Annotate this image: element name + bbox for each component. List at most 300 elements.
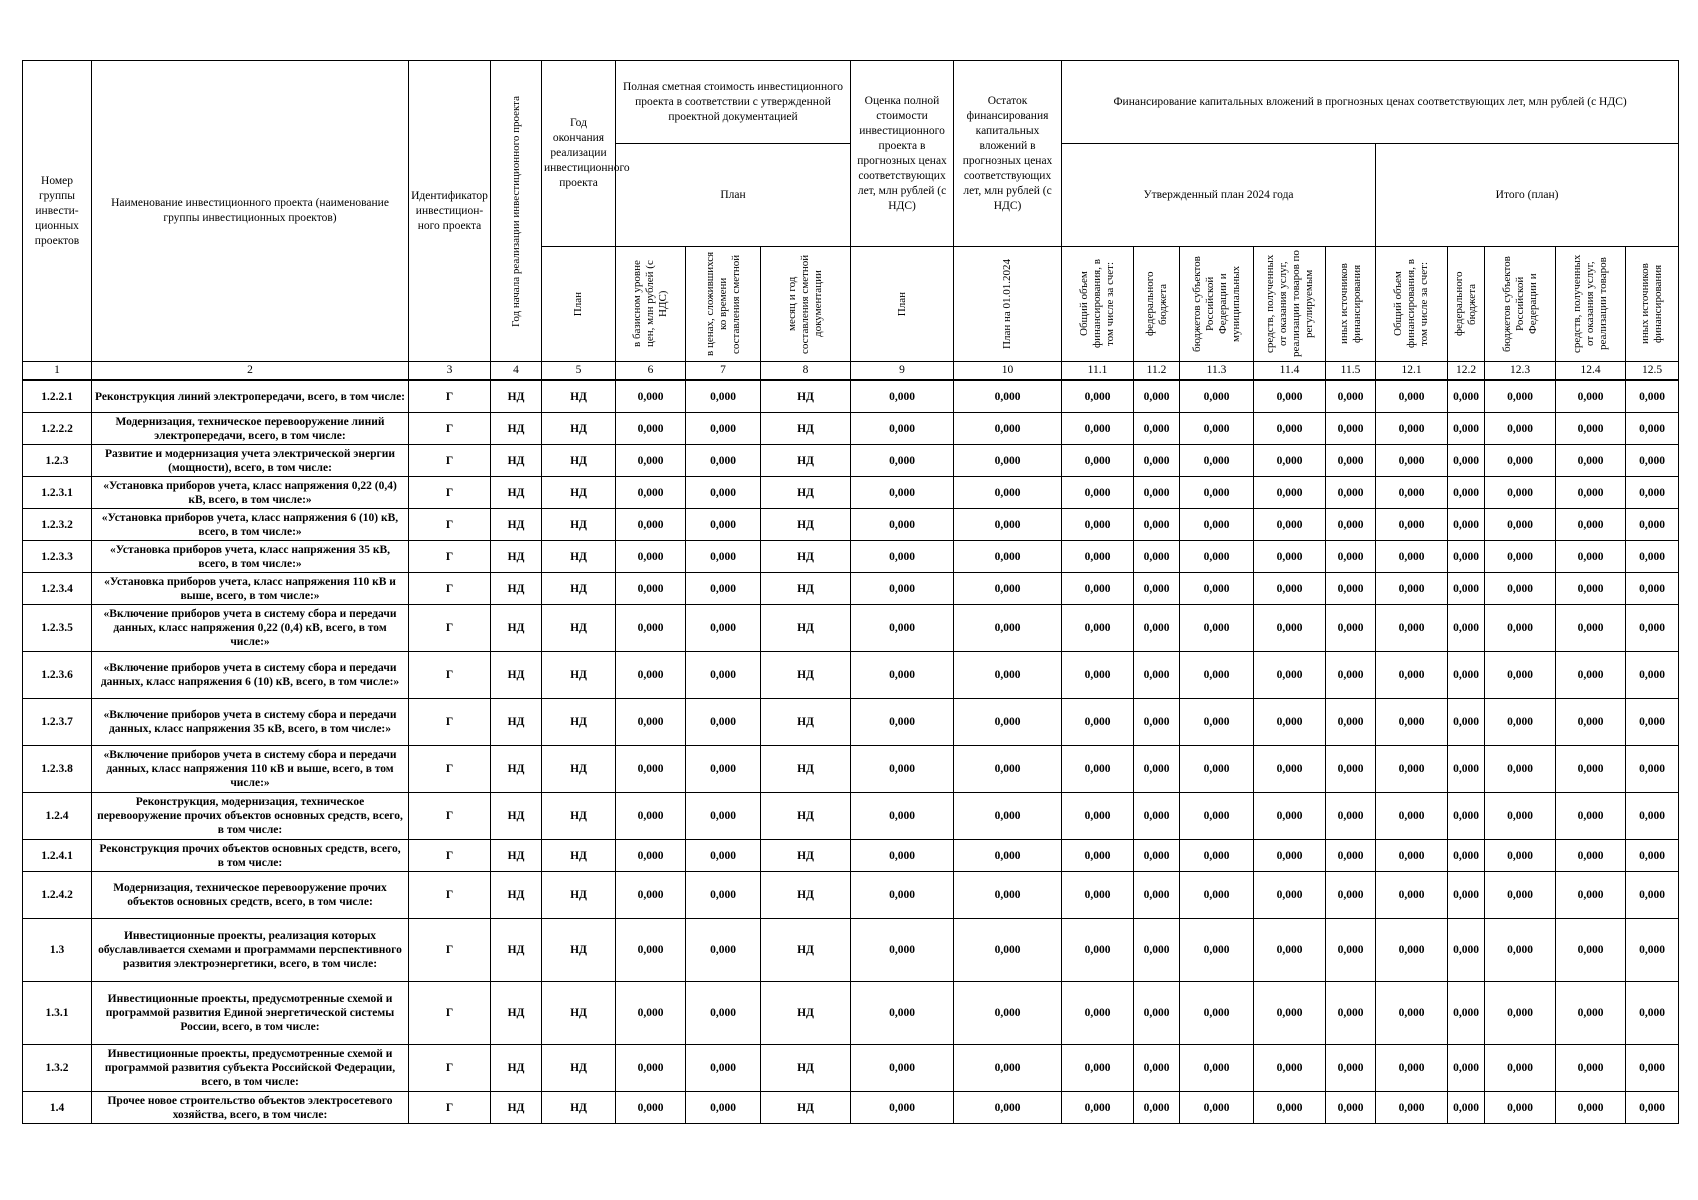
subheader-7 [686, 247, 761, 362]
subheader-9-text: План [895, 291, 908, 317]
row-current-cost-cell: 0,000 [686, 793, 761, 840]
row-estimate-date-cell: НД [761, 919, 851, 982]
row-financing-cell: 0,000 [1254, 541, 1326, 573]
table-row [23, 793, 1679, 840]
row-financing-cell: 0,000 [1448, 793, 1485, 840]
row-financing-cell: 0,000 [1556, 541, 1626, 573]
row-current-cost-cell: 0,000 [686, 477, 761, 509]
row-number-cell: 1.2.3.2 [23, 509, 92, 541]
row-financing-cell: 0,000 [1326, 699, 1376, 746]
subheader-11-3-text: бюджетов субъектов Российской Федерации и муниципальных [1190, 256, 1242, 352]
row-financing-cell: 0,000 [1448, 509, 1485, 541]
row-financing-cell: 0,000 [1254, 509, 1326, 541]
row-remaining-cell: 0,000 [954, 541, 1062, 573]
row-financing-cell: 0,000 [1485, 1092, 1556, 1124]
subheader-10 [954, 247, 1062, 362]
row-financing-cell: 0,000 [1376, 872, 1448, 919]
row-financing-cell: 0,000 [1485, 872, 1556, 919]
row-estimate-date-cell: НД [761, 605, 851, 652]
row-financing-cell: 0,000 [1062, 1045, 1134, 1092]
header-approved-plan: Утвержденный план 2024 года [1062, 144, 1376, 247]
subheader-11-5 [1326, 247, 1376, 362]
table-row [23, 652, 1679, 699]
row-financing-cell: 0,000 [1180, 652, 1254, 699]
row-identifier-cell: Г [409, 699, 491, 746]
row-financing-cell: 0,000 [1254, 477, 1326, 509]
header-end-year: Год окончания реализации инвестиционного проекта [542, 61, 616, 247]
row-remaining-cell: 0,000 [954, 413, 1062, 445]
row-identifier-cell: Г [409, 840, 491, 872]
table-row [23, 573, 1679, 605]
row-financing-cell: 0,000 [1626, 445, 1679, 477]
row-financing-cell: 0,000 [1254, 793, 1326, 840]
column-number: 10 [954, 362, 1062, 381]
row-end-year-cell: НД [542, 919, 616, 982]
column-number: 7 [686, 362, 761, 381]
row-financing-cell: 0,000 [1556, 1092, 1626, 1124]
row-financing-cell: 0,000 [1254, 1045, 1326, 1092]
row-number-cell: 1.2.3.3 [23, 541, 92, 573]
row-remaining-cell: 0,000 [954, 840, 1062, 872]
column-number: 11.2 [1134, 362, 1180, 381]
row-financing-cell: 0,000 [1485, 380, 1556, 413]
row-financing-cell: 0,000 [1134, 793, 1180, 840]
row-financing-cell: 0,000 [1254, 380, 1326, 413]
column-number: 4 [491, 362, 542, 381]
row-estimate-date-cell: НД [761, 793, 851, 840]
row-financing-cell: 0,000 [1556, 380, 1626, 413]
subheader-12-2 [1448, 247, 1485, 362]
row-financing-cell: 0,000 [1326, 652, 1376, 699]
table-row [23, 445, 1679, 477]
row-financing-cell: 0,000 [1180, 793, 1254, 840]
table-row [23, 982, 1679, 1045]
row-full-cost-cell: 0,000 [851, 699, 954, 746]
row-name-cell: Прочее новое строительство объектов электросетевого хозяйства, всего, в том числе: [92, 1092, 409, 1124]
row-financing-cell: 0,000 [1326, 1045, 1376, 1092]
row-financing-cell: 0,000 [1376, 652, 1448, 699]
row-financing-cell: 0,000 [1180, 1092, 1254, 1124]
row-number-cell: 1.2.4 [23, 793, 92, 840]
row-financing-cell: 0,000 [1326, 872, 1376, 919]
row-financing-cell: 0,000 [1254, 872, 1326, 919]
subheader-8-text: месяц и год составления сметной документации [786, 254, 824, 354]
row-financing-cell: 0,000 [1376, 840, 1448, 872]
row-financing-cell: 0,000 [1180, 445, 1254, 477]
row-identifier-cell: Г [409, 919, 491, 982]
row-name-cell: Инвестиционные проекты, предусмотренные схемой и программой развития Единой энергетической системы России, всего, в том числе: [92, 982, 409, 1045]
row-financing-cell: 0,000 [1180, 573, 1254, 605]
row-name-cell: «Включение приборов учета в систему сбора и передачи данных, класс напряжения 0,22 (0,4) кВ, всего, в том числе:» [92, 605, 409, 652]
row-identifier-cell: Г [409, 380, 491, 413]
row-financing-cell: 0,000 [1134, 477, 1180, 509]
row-financing-cell: 0,000 [1062, 872, 1134, 919]
row-financing-cell: 0,000 [1254, 652, 1326, 699]
row-end-year-cell: НД [542, 840, 616, 872]
column-number: 12.5 [1626, 362, 1679, 381]
row-financing-cell: 0,000 [1626, 982, 1679, 1045]
row-financing-cell: 0,000 [1448, 840, 1485, 872]
table-body [23, 380, 1679, 1124]
table-row [23, 605, 1679, 652]
subheader-11-5-text: иных источников финансирования [1337, 263, 1363, 345]
column-number: 8 [761, 362, 851, 381]
subheader-11-1 [1062, 247, 1134, 362]
row-start-year-cell: НД [491, 840, 542, 872]
row-current-cost-cell: 0,000 [686, 699, 761, 746]
row-base-cost-cell: 0,000 [616, 699, 686, 746]
row-base-cost-cell: 0,000 [616, 919, 686, 982]
row-start-year-cell: НД [491, 652, 542, 699]
row-remaining-cell: 0,000 [954, 746, 1062, 793]
row-financing-cell: 0,000 [1062, 982, 1134, 1045]
row-full-cost-cell: 0,000 [851, 919, 954, 982]
row-financing-cell: 0,000 [1254, 1092, 1326, 1124]
row-current-cost-cell: 0,000 [686, 746, 761, 793]
row-base-cost-cell: 0,000 [616, 982, 686, 1045]
row-financing-cell: 0,000 [1556, 919, 1626, 982]
row-number-cell: 1.2.3.1 [23, 477, 92, 509]
row-full-cost-cell: 0,000 [851, 1092, 954, 1124]
row-full-cost-cell: 0,000 [851, 445, 954, 477]
table-row [23, 509, 1679, 541]
row-financing-cell: 0,000 [1180, 509, 1254, 541]
row-start-year-cell: НД [491, 699, 542, 746]
row-remaining-cell: 0,000 [954, 699, 1062, 746]
header-project-id: Идентификатор инвестицион-ного проекта [409, 61, 491, 362]
row-estimate-date-cell: НД [761, 699, 851, 746]
row-financing-cell: 0,000 [1376, 509, 1448, 541]
subheader-5 [542, 247, 616, 362]
row-start-year-cell: НД [491, 605, 542, 652]
row-financing-cell: 0,000 [1326, 509, 1376, 541]
column-number: 1 [23, 362, 92, 381]
row-number-cell: 1.3 [23, 919, 92, 982]
row-number-cell: 1.2.2.1 [23, 380, 92, 413]
row-financing-cell: 0,000 [1485, 982, 1556, 1045]
row-base-cost-cell: 0,000 [616, 541, 686, 573]
column-number: 11.4 [1254, 362, 1326, 381]
row-name-cell: «Установка приборов учета, класс напряжения 110 кВ и выше, всего, в том числе:» [92, 573, 409, 605]
row-financing-cell: 0,000 [1556, 1045, 1626, 1092]
row-financing-cell: 0,000 [1062, 413, 1134, 445]
row-financing-cell: 0,000 [1485, 746, 1556, 793]
row-financing-cell: 0,000 [1062, 380, 1134, 413]
row-financing-cell: 0,000 [1626, 699, 1679, 746]
row-financing-cell: 0,000 [1180, 413, 1254, 445]
subheader-11-4 [1254, 247, 1326, 362]
row-name-cell: Реконструкция линий электропередачи, всего, в том числе: [92, 380, 409, 413]
row-financing-cell: 0,000 [1326, 605, 1376, 652]
subheader-12-5-text: иных источников финансирования [1639, 263, 1665, 345]
row-estimate-date-cell: НД [761, 477, 851, 509]
header-cost-plan: План [616, 144, 851, 247]
row-estimate-date-cell: НД [761, 1092, 851, 1124]
row-financing-cell: 0,000 [1062, 746, 1134, 793]
row-financing-cell: 0,000 [1448, 699, 1485, 746]
subheader-11-2-text: федерального бюджета [1143, 271, 1169, 337]
row-financing-cell: 0,000 [1134, 652, 1180, 699]
row-financing-cell: 0,000 [1180, 919, 1254, 982]
row-base-cost-cell: 0,000 [616, 573, 686, 605]
row-full-cost-cell: 0,000 [851, 746, 954, 793]
row-financing-cell: 0,000 [1326, 919, 1376, 982]
row-financing-cell: 0,000 [1626, 413, 1679, 445]
row-financing-cell: 0,000 [1626, 746, 1679, 793]
row-start-year-cell: НД [491, 573, 542, 605]
header-start-year-text: Год начала реализации инвестиционного проекта [509, 95, 522, 327]
row-financing-cell: 0,000 [1062, 477, 1134, 509]
row-financing-cell: 0,000 [1180, 1045, 1254, 1092]
row-full-cost-cell: 0,000 [851, 840, 954, 872]
row-base-cost-cell: 0,000 [616, 605, 686, 652]
table-row [23, 872, 1679, 919]
subheader-11-2 [1134, 247, 1180, 362]
row-number-cell: 1.2.3.8 [23, 746, 92, 793]
row-financing-cell: 0,000 [1062, 509, 1134, 541]
row-full-cost-cell: 0,000 [851, 605, 954, 652]
header-estimated-cost: Полная сметная стоимость инвестиционного проекта в соответствии с утвержденной проектной документацией [616, 61, 851, 144]
row-financing-cell: 0,000 [1485, 652, 1556, 699]
row-financing-cell: 0,000 [1485, 541, 1556, 573]
row-financing-cell: 0,000 [1485, 919, 1556, 982]
column-number: 5 [542, 362, 616, 381]
row-financing-cell: 0,000 [1326, 477, 1376, 509]
row-financing-cell: 0,000 [1485, 573, 1556, 605]
row-financing-cell: 0,000 [1254, 605, 1326, 652]
row-financing-cell: 0,000 [1376, 1092, 1448, 1124]
row-remaining-cell: 0,000 [954, 380, 1062, 413]
row-start-year-cell: НД [491, 477, 542, 509]
row-remaining-cell: 0,000 [954, 793, 1062, 840]
row-start-year-cell: НД [491, 445, 542, 477]
row-identifier-cell: Г [409, 872, 491, 919]
row-identifier-cell: Г [409, 1045, 491, 1092]
row-full-cost-cell: 0,000 [851, 477, 954, 509]
investment-table-page [22, 60, 1678, 1124]
row-estimate-date-cell: НД [761, 541, 851, 573]
row-start-year-cell: НД [491, 982, 542, 1045]
subheader-10-text: План на 01.01.2024 [1001, 259, 1014, 349]
row-financing-cell: 0,000 [1180, 380, 1254, 413]
row-financing-cell: 0,000 [1180, 872, 1254, 919]
column-number: 12.2 [1448, 362, 1485, 381]
row-current-cost-cell: 0,000 [686, 541, 761, 573]
row-end-year-cell: НД [542, 793, 616, 840]
row-name-cell: «Включение приборов учета в систему сбора и передачи данных, класс напряжения 110 кВ и выше, всего, в том числе:» [92, 746, 409, 793]
row-full-cost-cell: 0,000 [851, 872, 954, 919]
row-financing-cell: 0,000 [1485, 605, 1556, 652]
row-start-year-cell: НД [491, 872, 542, 919]
row-number-cell: 1.2.3.6 [23, 652, 92, 699]
table-row [23, 1045, 1679, 1092]
row-end-year-cell: НД [542, 1092, 616, 1124]
row-end-year-cell: НД [542, 477, 616, 509]
row-financing-cell: 0,000 [1376, 699, 1448, 746]
row-financing-cell: 0,000 [1626, 919, 1679, 982]
row-name-cell: «Включение приборов учета в систему сбора и передачи данных, класс напряжения 6 (10) кВ, всего, в том числе:» [92, 652, 409, 699]
row-financing-cell: 0,000 [1376, 605, 1448, 652]
row-number-cell: 1.4 [23, 1092, 92, 1124]
table-row [23, 840, 1679, 872]
row-financing-cell: 0,000 [1134, 605, 1180, 652]
row-financing-cell: 0,000 [1626, 840, 1679, 872]
row-estimate-date-cell: НД [761, 413, 851, 445]
row-end-year-cell: НД [542, 872, 616, 919]
row-number-cell: 1.2.3 [23, 445, 92, 477]
row-identifier-cell: Г [409, 746, 491, 793]
row-remaining-cell: 0,000 [954, 982, 1062, 1045]
row-financing-cell: 0,000 [1062, 605, 1134, 652]
row-financing-cell: 0,000 [1448, 413, 1485, 445]
row-financing-cell: 0,000 [1326, 445, 1376, 477]
row-financing-cell: 0,000 [1626, 1092, 1679, 1124]
row-financing-cell: 0,000 [1326, 1092, 1376, 1124]
row-financing-cell: 0,000 [1556, 605, 1626, 652]
row-base-cost-cell: 0,000 [616, 509, 686, 541]
row-base-cost-cell: 0,000 [616, 652, 686, 699]
row-identifier-cell: Г [409, 605, 491, 652]
row-financing-cell: 0,000 [1180, 541, 1254, 573]
row-current-cost-cell: 0,000 [686, 1045, 761, 1092]
table-row [23, 1092, 1679, 1124]
row-financing-cell: 0,000 [1626, 380, 1679, 413]
header-group-number: Номер группы инвести-ционных проектов [23, 61, 92, 362]
row-financing-cell: 0,000 [1376, 477, 1448, 509]
row-financing-cell: 0,000 [1134, 1092, 1180, 1124]
row-current-cost-cell: 0,000 [686, 982, 761, 1045]
row-number-cell: 1.2.3.7 [23, 699, 92, 746]
subheader-12-1-text: Общий объем финансирования, в том числе за счет: [1392, 259, 1431, 349]
row-financing-cell: 0,000 [1626, 509, 1679, 541]
row-name-cell: Реконструкция прочих объектов основных средств, всего, в том числе: [92, 840, 409, 872]
row-financing-cell: 0,000 [1326, 413, 1376, 445]
row-name-cell: «Установка приборов учета, класс напряжения 6 (10) кВ, всего, в том числе:» [92, 509, 409, 541]
row-financing-cell: 0,000 [1626, 652, 1679, 699]
column-number: 11.3 [1180, 362, 1254, 381]
row-financing-cell: 0,000 [1180, 840, 1254, 872]
row-financing-cell: 0,000 [1134, 1045, 1180, 1092]
row-estimate-date-cell: НД [761, 982, 851, 1045]
row-financing-cell: 0,000 [1448, 982, 1485, 1045]
row-full-cost-cell: 0,000 [851, 982, 954, 1045]
header-total-plan: Итого (план) [1376, 144, 1679, 247]
row-financing-cell: 0,000 [1626, 477, 1679, 509]
row-financing-cell: 0,000 [1556, 477, 1626, 509]
row-financing-cell: 0,000 [1556, 652, 1626, 699]
row-financing-cell: 0,000 [1134, 746, 1180, 793]
row-remaining-cell: 0,000 [954, 1045, 1062, 1092]
row-financing-cell: 0,000 [1254, 445, 1326, 477]
investment-program-table [22, 60, 1679, 1124]
row-start-year-cell: НД [491, 380, 542, 413]
column-number: 9 [851, 362, 954, 381]
row-identifier-cell: Г [409, 652, 491, 699]
subheader-7-text: в ценах, сложившихся ко времени составления сметной [703, 251, 742, 357]
row-current-cost-cell: 0,000 [686, 652, 761, 699]
column-numbers-row [23, 362, 1679, 381]
header-remaining-financing: Остаток финансирования капитальных вложений в прогнозных ценах соответствующих лет, млн рублей (с НДС) [954, 61, 1062, 247]
row-name-cell: Модернизация, техническое перевооружение прочих объектов основных средств, всего, в том числе: [92, 872, 409, 919]
row-financing-cell: 0,000 [1062, 1092, 1134, 1124]
row-full-cost-cell: 0,000 [851, 541, 954, 573]
row-financing-cell: 0,000 [1485, 793, 1556, 840]
row-financing-cell: 0,000 [1062, 573, 1134, 605]
row-financing-cell: 0,000 [1062, 445, 1134, 477]
row-financing-cell: 0,000 [1376, 445, 1448, 477]
row-start-year-cell: НД [491, 746, 542, 793]
row-full-cost-cell: 0,000 [851, 793, 954, 840]
row-current-cost-cell: 0,000 [686, 380, 761, 413]
row-number-cell: 1.3.1 [23, 982, 92, 1045]
row-financing-cell: 0,000 [1556, 413, 1626, 445]
row-remaining-cell: 0,000 [954, 605, 1062, 652]
table-row [23, 380, 1679, 413]
column-number: 11.1 [1062, 362, 1134, 381]
row-current-cost-cell: 0,000 [686, 605, 761, 652]
row-end-year-cell: НД [542, 509, 616, 541]
row-estimate-date-cell: НД [761, 509, 851, 541]
row-start-year-cell: НД [491, 509, 542, 541]
header-project-name: Наименование инвестиционного проекта (наименование группы инвестиционных проектов) [92, 61, 409, 362]
row-end-year-cell: НД [542, 699, 616, 746]
row-end-year-cell: НД [542, 652, 616, 699]
row-remaining-cell: 0,000 [954, 573, 1062, 605]
row-remaining-cell: 0,000 [954, 445, 1062, 477]
row-financing-cell: 0,000 [1485, 509, 1556, 541]
row-financing-cell: 0,000 [1134, 840, 1180, 872]
row-financing-cell: 0,000 [1626, 541, 1679, 573]
subheader-12-2-text: федерального бюджета [1453, 271, 1479, 337]
column-number: 12.4 [1556, 362, 1626, 381]
row-financing-cell: 0,000 [1134, 413, 1180, 445]
row-current-cost-cell: 0,000 [686, 1092, 761, 1124]
subheader-11-3 [1180, 247, 1254, 362]
row-current-cost-cell: 0,000 [686, 413, 761, 445]
row-financing-cell: 0,000 [1376, 380, 1448, 413]
subheader-6 [616, 247, 686, 362]
row-end-year-cell: НД [542, 746, 616, 793]
row-identifier-cell: Г [409, 541, 491, 573]
row-financing-cell: 0,000 [1326, 380, 1376, 413]
row-base-cost-cell: 0,000 [616, 746, 686, 793]
row-remaining-cell: 0,000 [954, 872, 1062, 919]
row-start-year-cell: НД [491, 919, 542, 982]
table-row [23, 699, 1679, 746]
row-financing-cell: 0,000 [1326, 840, 1376, 872]
subheader-8 [761, 247, 851, 362]
row-name-cell: «Установка приборов учета, класс напряжения 35 кВ, всего, в том числе:» [92, 541, 409, 573]
subheader-5-text: План [572, 291, 584, 317]
row-financing-cell: 0,000 [1485, 445, 1556, 477]
row-financing-cell: 0,000 [1626, 1045, 1679, 1092]
row-financing-cell: 0,000 [1556, 445, 1626, 477]
column-number: 12.1 [1376, 362, 1448, 381]
row-financing-cell: 0,000 [1448, 919, 1485, 982]
row-financing-cell: 0,000 [1062, 919, 1134, 982]
row-base-cost-cell: 0,000 [616, 380, 686, 413]
row-remaining-cell: 0,000 [954, 652, 1062, 699]
row-financing-cell: 0,000 [1376, 982, 1448, 1045]
subheader-12-4-text: средств, полученных от оказания услуг, реализации товаров [1571, 254, 1610, 354]
row-financing-cell: 0,000 [1062, 541, 1134, 573]
row-financing-cell: 0,000 [1448, 380, 1485, 413]
row-name-cell: Инвестиционные проекты, предусмотренные схемой и программой развития субъекта Российской Федерации, всего, в том числе: [92, 1045, 409, 1092]
row-financing-cell: 0,000 [1134, 541, 1180, 573]
row-financing-cell: 0,000 [1556, 840, 1626, 872]
header-full-cost-estimate: Оценка полной стоимости инвестиционного проекта в прогнозных ценах соответствующих лет, млн рублей (с НДС) [851, 61, 954, 247]
row-financing-cell: 0,000 [1556, 793, 1626, 840]
